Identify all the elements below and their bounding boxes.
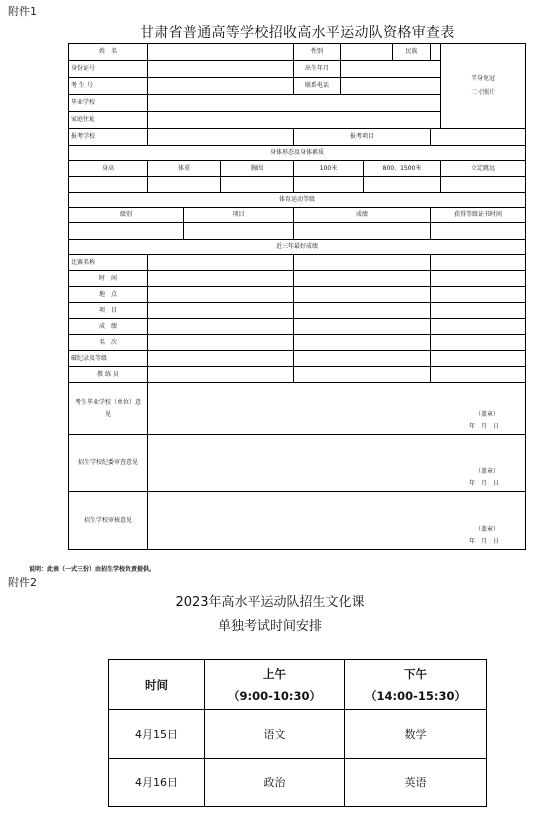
best-result-cell[interactable] [431,303,526,319]
best-result-label: 比赛名称 [69,255,148,271]
long-jump-field[interactable] [441,177,526,193]
form-row [69,177,526,193]
exam-number-field[interactable] [148,78,294,95]
date-text: 年 月 日 [469,537,500,545]
date-text: 年 月 日 [469,422,500,430]
sport-level-header: 项目 [184,208,294,223]
seal-block [469,466,499,489]
best-result-cell[interactable] [294,287,431,303]
best-result-row [69,335,526,351]
address-label: 家庭住址 [69,112,148,129]
best-result-label: 成 绩 [69,319,148,335]
form-row [69,193,526,208]
height-field[interactable] [69,177,148,193]
seal-text: （盖章） [475,468,500,476]
best-result-label: 教 练 员 [69,367,148,383]
opinion-row [69,435,526,492]
afternoon-hours: （14:00-15:30） [365,688,466,703]
form-title: 甘肃省普通高等学校招收高水平运动队资格审查表 [140,25,455,41]
phone-field[interactable] [341,78,441,95]
address-field[interactable] [148,112,441,129]
form-row [69,44,526,61]
100m-field[interactable] [294,177,364,193]
afternoon-label: 下午 [404,666,427,681]
schedule-afternoon-subject: 数学 [345,710,487,758]
applied-event-field[interactable] [431,129,526,146]
schedule-table [108,659,487,807]
form-row [69,146,526,161]
best-result-cell[interactable] [431,367,526,383]
sport-level-header: 成绩 [294,208,431,223]
best-result-cell[interactable] [431,255,526,271]
best-result-cell[interactable] [148,287,294,303]
opinion-label: 考生毕业学校（单位）意见 [69,383,148,435]
schedule-title-line1: 2023年高水平运动队招生文化课 [175,595,365,610]
best-result-row [69,351,526,367]
weight-field[interactable] [148,177,221,193]
physical-header: 体重 [148,161,221,177]
best-result-row [69,271,526,287]
physical-header: 100米 [294,161,364,177]
schedule-afternoon-subject: 英语 [345,758,487,806]
opinion-field[interactable] [148,492,526,550]
best-result-label: 破纪录及等级 [69,351,148,367]
form-row [69,223,526,240]
seal-block [469,409,499,432]
opinion-label: 招生学校审核意见 [69,492,148,550]
physical-header: 立定跳远 [441,161,526,177]
best-result-label: 项 目 [69,303,148,319]
morning-hours: （9:00-10:30） [228,688,321,703]
result-field[interactable] [294,223,431,240]
annex1-label: 附件1 [8,5,37,18]
schedule-morning-subject: 政治 [205,758,345,806]
schedule-title-line2: 单独考试时间安排 [217,619,322,634]
best-result-cell[interactable] [431,271,526,287]
time-column-header: 时间 [109,660,205,710]
annex2-label: 附件2 [8,576,37,589]
physical-header: 身高 [69,161,148,177]
form-row [69,208,526,223]
exam-number-label: 考 生 号 [69,78,148,95]
schedule-date: 4月15日 [109,710,205,758]
schedule-date: 4月16日 [109,758,205,806]
name-label: 姓 名 [69,44,148,61]
best-result-label: 时 间 [69,271,148,287]
phone-label: 联系电话 [294,78,341,95]
best-result-cell[interactable] [148,351,294,367]
ethnicity-label: 民族 [393,44,431,61]
gender-field[interactable] [341,44,393,61]
sport-level-header: 级别 [69,208,184,223]
id-number-label: 身份证号 [69,61,148,78]
schedule-row [109,758,487,806]
form-row [69,161,526,177]
physical-section-header: 身体形态及身体素质 [69,146,526,161]
morning-column-header [205,660,345,710]
opinion-field[interactable] [148,383,526,435]
seal-block [469,524,499,547]
photo-line2: 二寸照片 [471,89,496,96]
best-result-row [69,303,526,319]
id-number-field[interactable] [148,61,294,78]
form-row [69,240,526,255]
level-field[interactable] [69,223,184,240]
best-result-cell[interactable] [431,287,526,303]
date-text: 年 月 日 [469,479,500,487]
applied-school-label: 报考学校 [69,129,148,146]
name-field[interactable] [148,44,294,61]
best-result-label: 名 次 [69,335,148,351]
school-field[interactable] [148,95,441,112]
gender-label: 性别 [294,44,341,61]
morning-label: 上午 [263,666,286,681]
best-result-cell[interactable] [294,303,431,319]
best-result-cell[interactable] [294,335,431,351]
form-row [69,129,526,146]
800-1500m-field[interactable] [364,177,441,193]
schedule-morning-subject: 语文 [205,710,345,758]
best-result-cell[interactable] [148,367,294,383]
best-result-cell[interactable] [148,335,294,351]
photo-cell [441,44,526,129]
best-result-row [69,367,526,383]
opinion-field[interactable] [148,435,526,492]
form-note: 说明：此表（一式三份）由招生学校负责提供。 [29,566,156,573]
seal-text: （盖章） [475,411,500,419]
photo-line1: 半身免冠 [471,75,496,83]
physical-header: 胸围 [221,161,294,177]
ethnicity-field[interactable] [431,44,441,61]
best-result-cell[interactable] [431,319,526,335]
best-result-row [69,287,526,303]
applied-school-field[interactable] [148,129,294,146]
best-result-cell[interactable] [148,303,294,319]
best-result-cell[interactable] [148,271,294,287]
best-results-section-header: 近三年最好成绩 [69,240,526,255]
sport-level-header: 获得等级证书时间 [431,208,526,223]
birth-date-field[interactable] [341,61,441,78]
birth-date-label: 出生年月 [294,61,341,78]
qualification-form-table [68,43,526,550]
sport-level-section-header: 体育运动等级 [69,193,526,208]
best-result-cell[interactable] [294,255,431,271]
seal-text: （盖章） [475,526,500,534]
best-result-cell[interactable] [431,351,526,367]
opinion-row [69,383,526,435]
schedule-header-row [109,660,487,710]
best-result-cell[interactable] [148,319,294,335]
certificate-date-field[interactable] [431,223,526,240]
school-label: 毕业学校 [69,95,148,112]
schedule-row [109,710,487,758]
best-result-cell[interactable] [294,319,431,335]
chest-field[interactable] [221,177,294,193]
best-result-label: 地 点 [69,287,148,303]
best-result-cell[interactable] [431,335,526,351]
best-result-cell[interactable] [294,367,431,383]
physical-header: 800、1500米 [364,161,441,177]
best-result-row [69,255,526,271]
opinion-row [69,492,526,550]
best-result-cell[interactable] [294,271,431,287]
best-result-cell[interactable] [148,255,294,271]
opinion-label: 招生学校纪委审查意见 [69,435,148,492]
afternoon-column-header [345,660,487,710]
event-field[interactable] [184,223,294,240]
best-result-row [69,319,526,335]
best-result-cell[interactable] [294,351,431,367]
applied-event-label: 报考项目 [294,129,431,146]
